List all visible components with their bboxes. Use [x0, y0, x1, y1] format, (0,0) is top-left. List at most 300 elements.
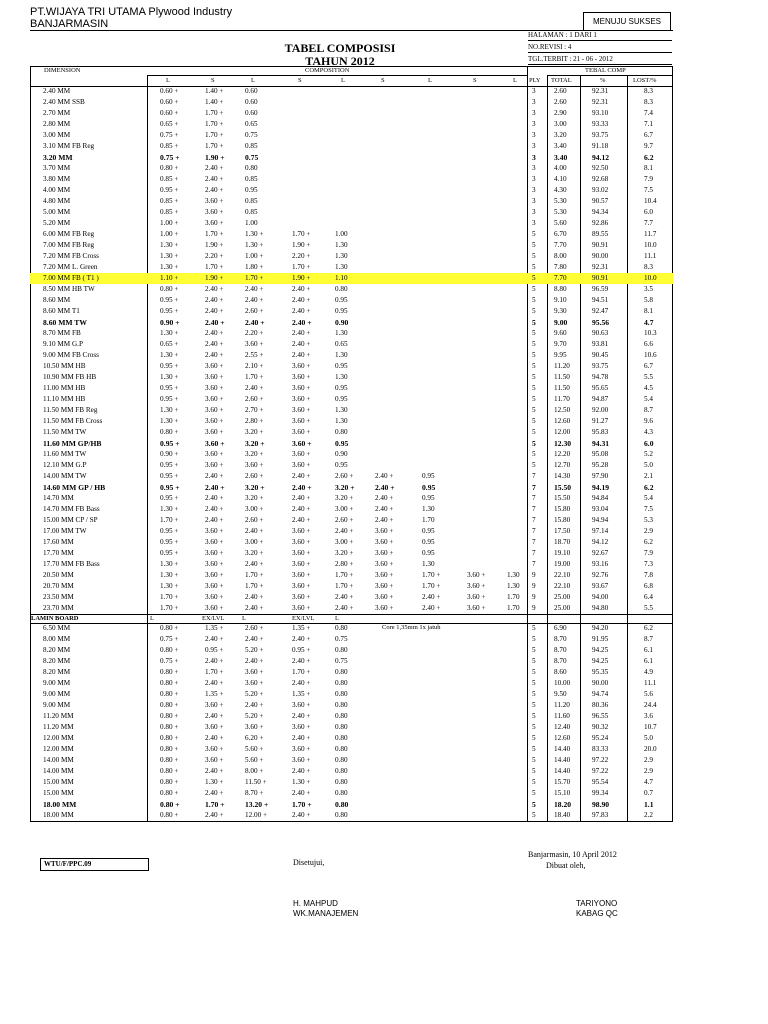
layer-cell: 2.40 + [292, 811, 311, 819]
layer-cell: 0.80 + [160, 789, 179, 797]
layer-cell: 3.60 + [205, 604, 224, 612]
pct-cell: 95.54 [592, 778, 609, 786]
lost-cell: 2.2 [644, 811, 653, 819]
pct-cell: 92.86 [592, 219, 609, 227]
company-header [30, 6, 232, 30]
maker-name: TARIYONO [576, 899, 618, 908]
lost-cell: 6.4 [644, 593, 653, 601]
form-code: WTU/F/PPC.09 [40, 858, 149, 871]
lost-cell: 10.0 [644, 241, 657, 249]
dimension-cell: 8.00 MM [43, 635, 71, 643]
layer-cell: 0.60 [245, 98, 258, 106]
table-row [30, 603, 673, 614]
layer-cell: 11.50 + [245, 778, 267, 786]
ply-cell: 5 [532, 384, 536, 392]
pct-cell: 90.00 [592, 252, 609, 260]
table-row [30, 350, 673, 361]
total-cell: 11.20 [554, 362, 570, 370]
layer-cell: 0.95 [422, 483, 436, 492]
layer-cell: 0.80 + [160, 712, 179, 720]
layer-cell: 2.40 + [205, 472, 224, 480]
lost-cell: 8.7 [644, 406, 653, 414]
layer-cell: 2.40 + [205, 340, 224, 348]
dimension-cell: 5.20 MM [43, 219, 71, 227]
lost-cell: 10.6 [644, 351, 657, 359]
table-row [30, 766, 673, 777]
dimension-cell: 8.50 MM HB TW [43, 285, 95, 293]
layer-cell: 0.95 + [160, 296, 179, 304]
layer-cell: 3.60 + [292, 406, 311, 414]
layer-cell: 1.30 + [160, 373, 179, 381]
ply-cell: 5 [532, 252, 536, 260]
layer-cell: 2.40 + [205, 329, 224, 337]
pct-cell: 97.14 [592, 527, 609, 535]
layer-cell: 1.70 + [292, 263, 311, 271]
total-cell: 9.50 [554, 690, 567, 698]
total-cell: 7.80 [554, 263, 567, 271]
pct-cell: 93.04 [592, 505, 609, 513]
layer-cell: 3.60 + [205, 384, 224, 392]
table-row [30, 108, 673, 119]
lamin-subhead-2: L [242, 615, 246, 622]
dimension-cell: 14.70 MM [43, 494, 74, 502]
total-cell: 11.50 [554, 373, 570, 381]
layer-cell: 3.60 + [292, 723, 311, 731]
pct-cell: 90.91 [592, 241, 609, 249]
layer-cell: 2.40 + [205, 307, 224, 315]
pct-cell: 90.32 [592, 723, 609, 731]
total-cell: 8.70 [554, 635, 567, 643]
ply-cell: 5 [532, 811, 536, 819]
total-cell: 5.30 [554, 197, 567, 205]
total-cell: 9.30 [554, 307, 567, 315]
layer-cell: 2.40 + [245, 635, 264, 643]
layer-cell: 1.70 + [205, 800, 225, 809]
total-cell: 12.50 [554, 406, 571, 414]
lost-cell: 6.2 [644, 538, 653, 546]
layer-cell: 1.70 + [245, 571, 264, 579]
total-cell: 5.30 [554, 208, 567, 216]
layer-cell: 3.60 + [205, 549, 224, 557]
total-cell: 2.60 [554, 98, 567, 106]
lost-cell: 4.7 [644, 778, 653, 786]
table-row [30, 218, 673, 229]
layer-cell: 3.60 + [205, 197, 224, 205]
ply-cell: 5 [532, 373, 536, 381]
table-row [30, 493, 673, 504]
dimension-cell: 7.20 MM L. Green [43, 263, 98, 271]
layer-cell: 3.20 + [245, 450, 264, 458]
dimension-cell: 23.50 MM [43, 593, 74, 601]
layer-cell: 1.30 + [245, 241, 264, 249]
layer-cell: 3.60 + [205, 701, 224, 709]
layer-cell: 1.30 [335, 373, 348, 381]
layer-cell: 3.60 + [292, 428, 311, 436]
maker-title: KABAG QC [576, 909, 618, 918]
dimension-cell: 8.20 MM [43, 646, 71, 654]
lost-cell: 5.5 [644, 373, 653, 381]
layer-cell: 3.60 + [292, 549, 311, 557]
layer-cell: 3.60 + [205, 439, 225, 448]
layer-cell: 1.30 + [160, 505, 179, 513]
lost-cell: 6.8 [644, 582, 653, 590]
layer-cell: 1.70 + [245, 274, 264, 282]
dimension-cell: 17.70 MM FB Bass [43, 560, 100, 568]
layer-label-4: L [341, 77, 345, 84]
layer-cell: 3.60 + [205, 373, 224, 381]
lamin-top-rule [30, 614, 673, 615]
layer-cell: 2.40 + [375, 494, 394, 502]
table-row [30, 295, 673, 306]
layer-cell: 3.20 + [335, 549, 354, 557]
layer-cell: 0.75 + [160, 657, 179, 665]
total-cell: 22.10 [554, 582, 571, 590]
ply-cell: 3 [532, 87, 536, 95]
layer-cell: 0.95 + [160, 494, 179, 502]
layer-cell: 0.75 + [160, 153, 180, 162]
layer-cell: 0.95 [335, 362, 348, 370]
layer-cell: 2.20 + [205, 252, 224, 260]
layer-cell: 0.95 [422, 549, 435, 557]
layer-cell: 3.60 + [292, 527, 311, 535]
table-row [30, 262, 673, 273]
ply-cell: 5 [532, 329, 536, 337]
ply-cell: 5 [532, 745, 536, 753]
layer-cell: 3.60 + [292, 701, 311, 709]
ply-cell: 5 [532, 679, 536, 687]
layer-cell: 3.20 + [335, 483, 355, 492]
lost-cell: 7.3 [644, 560, 653, 568]
pct-cell: 94.20 [592, 624, 609, 632]
layer-cell: 0.80 + [160, 690, 179, 698]
dimension-cell: 12.10 MM G.P [43, 461, 87, 469]
layer-cell: 1.70 [507, 593, 520, 601]
pct-cell: 94.00 [592, 593, 609, 601]
layer-cell: 1.30 + [245, 230, 264, 238]
layer-label-8: L [513, 77, 517, 84]
pct-cell: 92.00 [592, 406, 609, 414]
ply-cell: 5 [532, 756, 536, 764]
dimension-cell: 11.20 MM [43, 712, 74, 720]
lost-cell: 10.0 [644, 274, 657, 282]
layer-cell: 0.85 [245, 175, 258, 183]
layer-cell: 1.30 + [160, 252, 179, 260]
layer-cell: 3.60 + [375, 593, 394, 601]
layer-cell: 2.60 + [335, 516, 354, 524]
lost-cell: 7.7 [644, 219, 653, 227]
pct-cell: 92.67 [592, 549, 609, 557]
layer-cell: 0.90 + [160, 450, 179, 458]
layer-cell: 0.80 [335, 428, 348, 436]
layer-cell: 1.30 + [160, 263, 179, 271]
total-cell: 11.70 [554, 395, 570, 403]
pct-cell: 95.65 [592, 384, 609, 392]
document-title [180, 42, 500, 68]
layer-cell: 0.65 [245, 120, 258, 128]
layer-cell: 3.60 + [292, 362, 311, 370]
ply-cell: 5 [532, 296, 536, 304]
lost-cell: 7.5 [644, 186, 653, 194]
layer-cell: 5.20 + [245, 690, 264, 698]
total-cell: 9.60 [554, 329, 567, 337]
layer-cell: 6.20 + [245, 734, 264, 742]
layer-cell: 1.10 [335, 274, 348, 282]
dimension-cell: 9.00 MM FB Cross [43, 351, 99, 359]
layer-cell: 0.95 [335, 439, 349, 448]
layer-cell: 2.80 + [335, 560, 354, 568]
total-cell: 6.70 [554, 230, 567, 238]
layer-label-6: L [428, 77, 432, 84]
layer-cell: 0.85 [245, 142, 258, 150]
ply-cell: 5 [532, 428, 536, 436]
layer-cell: 2.40 + [205, 505, 224, 513]
table-row [30, 482, 673, 493]
pct-cell: 94.31 [592, 439, 610, 448]
dimension-cell: 23.70 MM [43, 604, 74, 612]
lost-cell: 2.9 [644, 756, 653, 764]
layer-cell: 2.55 + [245, 351, 264, 359]
pct-cell: 99.34 [592, 789, 609, 797]
ply-cell: 3 [532, 109, 536, 117]
lost-cell: 24.4 [644, 701, 657, 709]
total-cell: 15.10 [554, 789, 571, 797]
layer-cell: 1.90 + [205, 241, 224, 249]
layer-cell: 2.40 + [292, 329, 311, 337]
ply-cell: 5 [532, 274, 536, 282]
total-cell: 12.20 [554, 450, 571, 458]
ply-cell: 7 [532, 472, 536, 480]
layer-cell: 3.60 + [375, 560, 394, 568]
total-cell: 3.40 [554, 153, 568, 162]
layer-cell: 3.60 + [292, 538, 311, 546]
layer-cell: 1.70 + [205, 120, 224, 128]
layer-cell: 2.40 + [375, 472, 394, 480]
table-row [30, 251, 673, 262]
ply-cell: 3 [532, 120, 536, 128]
dimension-cell: 8.70 MM FB [43, 329, 81, 337]
layer-cell: 0.95 + [205, 646, 224, 654]
layer-cell: 2.60 + [245, 516, 264, 524]
layer-cell: 0.75 [245, 131, 258, 139]
issue-date-field: TGL.TERBIT : 21 - 06 - 2012 [528, 54, 672, 65]
layer-cell: 2.40 + [292, 767, 311, 775]
layer-cell: 0.80 + [160, 646, 179, 654]
layer-cell: 1.30 + [205, 778, 224, 786]
total-cell: 14.40 [554, 767, 571, 775]
ply-cell: 5 [532, 263, 536, 271]
tebal-comp-header: TEBAL COMP [585, 67, 626, 74]
layer-cell: 0.95 + [160, 362, 179, 370]
table-row [30, 339, 673, 350]
pct-cell: 90.57 [592, 197, 609, 205]
layer-cell: 3.60 + [292, 450, 311, 458]
ply-cell: 5 [532, 417, 536, 425]
total-cell: 9.10 [554, 296, 567, 304]
table-row [30, 405, 673, 416]
ply-cell: 5 [532, 646, 536, 654]
layer-cell: 0.80 [335, 789, 348, 797]
dimension-cell: 7.20 MM FB Cross [43, 252, 99, 260]
layer-cell: 2.60 + [245, 472, 264, 480]
total-cell: 2.60 [554, 87, 567, 95]
layer-cell: 2.40 + [292, 712, 311, 720]
layer-cell: 0.80 + [160, 428, 179, 436]
ply-cell: 5 [532, 789, 536, 797]
pct-cell: 94.34 [592, 208, 609, 216]
layer-cell: 2.60 + [335, 472, 354, 480]
layer-cell: 3.60 + [205, 362, 224, 370]
lost-cell: 8.7 [644, 635, 653, 643]
layer-cell: 0.95 + [160, 538, 179, 546]
table-row [30, 152, 673, 163]
layer-cell: 0.90 [335, 318, 349, 327]
dimension-cell: 6.50 MM [43, 624, 71, 632]
layer-cell: 1.35 + [205, 690, 224, 698]
layer-cell: 2.60 + [245, 624, 264, 632]
lost-cell: 10.4 [644, 197, 657, 205]
layer-cell: 3.00 + [245, 538, 264, 546]
title-line2: TAHUN 2012 [305, 54, 375, 68]
place-date: Banjarmasin, 10 April 2012 [528, 850, 617, 859]
lost-cell: 6.1 [644, 657, 653, 665]
layer-cell: 3.60 + [467, 582, 486, 590]
total-cell: 15.80 [554, 516, 571, 524]
layer-cell: 2.40 + [292, 483, 312, 492]
table-row [30, 416, 673, 427]
layer-cell: 0.60 [245, 87, 258, 95]
layer-cell: 0.75 [335, 657, 348, 665]
total-cell: 3.20 [554, 131, 567, 139]
ply-cell: 7 [532, 483, 536, 492]
dimension-cell: 9.00 MM [43, 701, 71, 709]
layer-cell: 0.95 [335, 307, 348, 315]
table-row [30, 722, 673, 733]
layer-cell: 3.60 + [375, 538, 394, 546]
table-row [30, 306, 673, 317]
dimension-cell: 15.00 MM [43, 789, 74, 797]
ply-cell: 5 [532, 701, 536, 709]
lamin-subhead-4: L [335, 615, 339, 622]
layer-cell: 2.40 + [292, 789, 311, 797]
dimension-cell: 8.20 MM [43, 657, 71, 665]
layer-cell: 2.40 + [205, 285, 224, 293]
lost-cell: 10.3 [644, 329, 657, 337]
layer-cell: 13.20 + [245, 800, 269, 809]
layer-cell: 3.60 + [292, 604, 311, 612]
pct-cell: 92.47 [592, 307, 609, 315]
layer-cell: 2.40 + [375, 516, 394, 524]
table-row [30, 570, 673, 581]
dimension-cell: 2.80 MM [43, 120, 71, 128]
lost-header: LOST/% [633, 77, 657, 84]
layer-cell: 1.70 + [245, 373, 264, 381]
layer-cell: 8.70 + [245, 789, 264, 797]
total-cell: 18.20 [554, 800, 572, 809]
ply-cell: 5 [532, 362, 536, 370]
layer-cell: 1.90 + [205, 153, 225, 162]
layer-cell: 2.40 + [205, 789, 224, 797]
pct-cell: 95.56 [592, 318, 610, 327]
dimension-cell: 17.70 MM [43, 549, 74, 557]
table-row [30, 361, 673, 372]
dimension-cell: 11.60 MM GP/HB [43, 439, 102, 448]
layer-cell: 0.80 + [160, 800, 180, 809]
layer-cell: 2.40 + [292, 516, 311, 524]
layer-cell: 0.95 [422, 472, 435, 480]
layer-cell: 2.40 + [292, 351, 311, 359]
lost-cell: 5.4 [644, 494, 653, 502]
pct-cell: 97.22 [592, 767, 609, 775]
lost-cell: 5.8 [644, 296, 653, 304]
ply-cell: 3 [532, 153, 536, 162]
layer-cell: 2.40 + [205, 483, 225, 492]
pct-cell: 93.02 [592, 186, 609, 194]
layer-cell: 1.70 + [422, 571, 441, 579]
table-row [30, 185, 673, 196]
table-row [30, 86, 673, 97]
layer-cell: 2.40 + [292, 734, 311, 742]
layer-label-5: S [381, 77, 385, 84]
total-cell: 8.70 [554, 646, 567, 654]
pct-cell: 94.87 [592, 395, 609, 403]
layer-cell: 3.60 + [292, 560, 311, 568]
layer-cell: 3.60 + [292, 756, 311, 764]
pct-cell: 92.50 [592, 164, 609, 172]
table-row [30, 548, 673, 559]
ply-cell: 9 [532, 571, 536, 579]
dimension-cell: 5.00 MM [43, 208, 71, 216]
layer-cell: 0.80 [335, 285, 348, 293]
pct-cell: 95.08 [592, 450, 609, 458]
total-cell: 8.00 [554, 252, 567, 260]
layer-cell: 0.95 + [160, 549, 179, 557]
table-row-highlighted [30, 273, 673, 284]
pct-cell: 92.76 [592, 571, 609, 579]
table-row [30, 284, 673, 295]
layer-cell: 2.40 + [422, 604, 441, 612]
lost-cell: 6.2 [644, 153, 654, 162]
layer-cell: 1.30 [335, 263, 348, 271]
layer-cell: 0.95 + [160, 527, 179, 535]
layer-cell: 2.40 + [205, 516, 224, 524]
ply-cell: 7 [532, 538, 536, 546]
layer-cell: 0.80 [335, 756, 348, 764]
table-row [30, 438, 673, 449]
pct-cell: 92.68 [592, 175, 609, 183]
ply-cell: 5 [532, 461, 536, 469]
layer-cell: 3.60 + [292, 571, 311, 579]
dimension-cell: 18.00 MM [43, 800, 77, 809]
dimension-cell: 2.70 MM [43, 109, 71, 117]
lost-cell: 11.7 [644, 230, 657, 238]
layer-cell: 0.95 [335, 296, 348, 304]
table-row [30, 678, 673, 689]
layer-cell: 2.40 + [245, 296, 264, 304]
layer-cell: 2.40 + [245, 560, 264, 568]
table-row [30, 460, 673, 471]
layer-cell: 0.95 [422, 538, 435, 546]
layer-cell: 0.90 + [160, 318, 180, 327]
layer-cell: 1.30 [422, 505, 435, 513]
title-line1: TABEL COMPOSISI [284, 41, 396, 55]
lost-cell: 6.7 [644, 362, 653, 370]
total-cell: 25.00 [554, 604, 571, 612]
ply-cell: 5 [532, 778, 536, 786]
total-cell: 3.40 [554, 142, 567, 150]
layer-cell: 0.85 + [160, 142, 179, 150]
layer-cell: 2.40 + [335, 593, 354, 601]
total-cell: 4.10 [554, 175, 567, 183]
